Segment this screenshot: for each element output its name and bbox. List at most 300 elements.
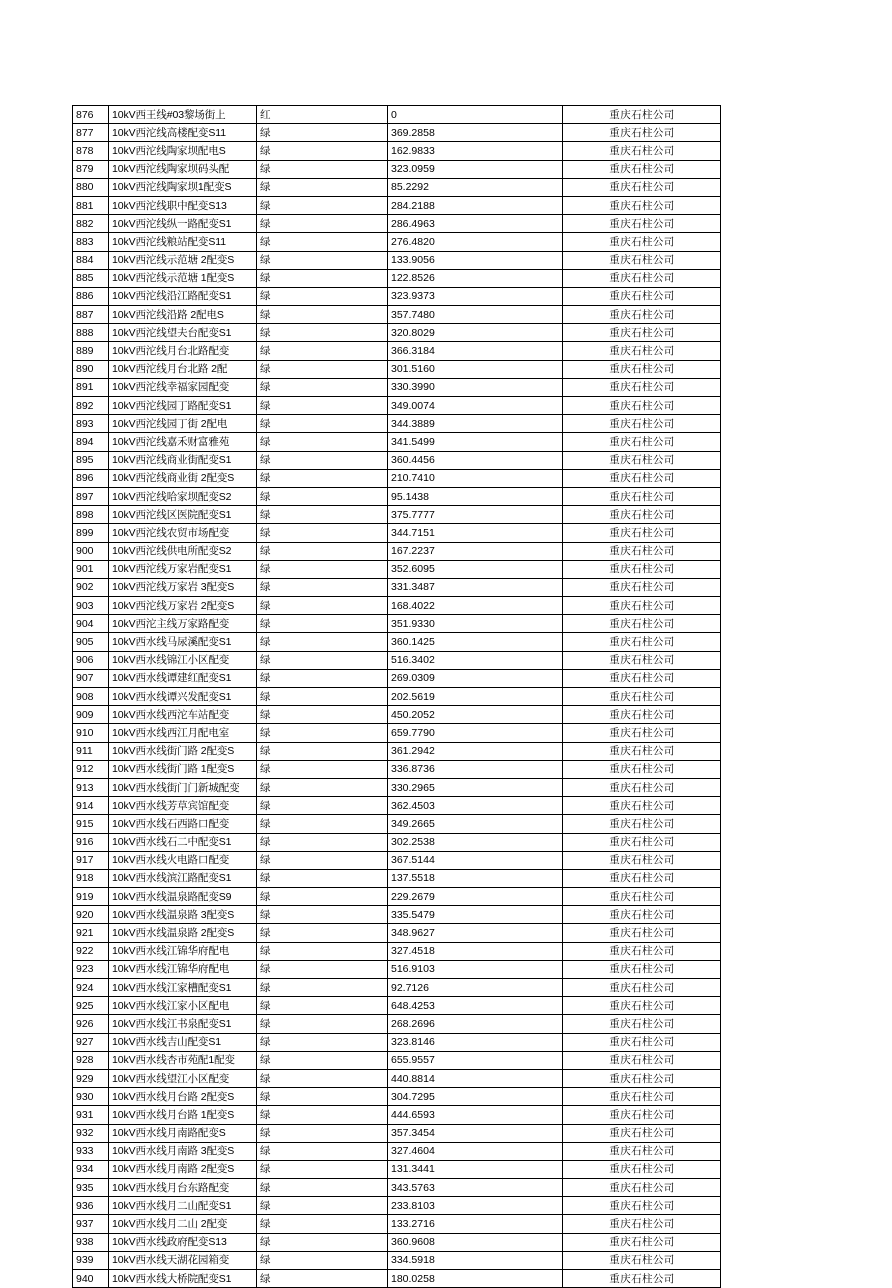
organization: 重庆石柱公司: [563, 360, 721, 378]
organization: 重庆石柱公司: [563, 742, 721, 760]
organization: 重庆石柱公司: [563, 1015, 721, 1033]
row-index: 896: [73, 469, 109, 487]
table-row: [73, 178, 721, 196]
device-name: 10kV西沱线商业街 2配变S: [109, 469, 257, 487]
row-index: 934: [73, 1160, 109, 1178]
organization: 重庆石柱公司: [563, 160, 721, 178]
organization: 重庆石柱公司: [563, 960, 721, 978]
organization: 重庆石柱公司: [563, 287, 721, 305]
table-row: [73, 269, 721, 287]
measurement-value: 357.7480: [388, 306, 563, 324]
device-name: 10kV西水线石二中配变S1: [109, 833, 257, 851]
device-name: 10kV西沱线万家岩 3配变S: [109, 578, 257, 596]
organization: 重庆石柱公司: [563, 451, 721, 469]
table-row: [73, 542, 721, 560]
table-row: [73, 124, 721, 142]
row-index: 900: [73, 542, 109, 560]
device-name: 10kV西水线月南路 3配变S: [109, 1142, 257, 1160]
device-name: 10kV西水线吉山配变S1: [109, 1033, 257, 1051]
table-row: [73, 324, 721, 342]
status-color: 绿: [257, 924, 388, 942]
device-name: 10kV西沱线职中配变S13: [109, 196, 257, 214]
organization: 重庆石柱公司: [563, 1233, 721, 1251]
measurement-value: 276.4820: [388, 233, 563, 251]
measurement-value: 336.8736: [388, 760, 563, 778]
status-color: 绿: [257, 833, 388, 851]
row-index: 926: [73, 1015, 109, 1033]
row-index: 898: [73, 506, 109, 524]
measurement-value: 344.3889: [388, 415, 563, 433]
device-name: 10kV西水线谭兴发配变S1: [109, 688, 257, 706]
row-index: 888: [73, 324, 109, 342]
measurement-value: 133.9056: [388, 251, 563, 269]
measurement-value: 180.0258: [388, 1270, 563, 1288]
measurement-value: 343.5763: [388, 1179, 563, 1197]
measurement-value: 335.5479: [388, 906, 563, 924]
row-index: 904: [73, 615, 109, 633]
table-row: [73, 160, 721, 178]
measurement-value: 229.2679: [388, 888, 563, 906]
table-row: [73, 106, 721, 124]
device-name: 10kV西水线石西路口配变: [109, 815, 257, 833]
measurement-value: 330.3990: [388, 378, 563, 396]
row-index: 902: [73, 578, 109, 596]
measurement-value: 133.2716: [388, 1215, 563, 1233]
device-name: 10kV西水线江书泉配变S1: [109, 1015, 257, 1033]
status-color: 绿: [257, 1051, 388, 1069]
measurement-value: 348.9627: [388, 924, 563, 942]
table-row: [73, 560, 721, 578]
row-index: 891: [73, 378, 109, 396]
device-name: 10kV西水线滨江路配变S1: [109, 869, 257, 887]
organization: 重庆石柱公司: [563, 869, 721, 887]
organization: 重庆石柱公司: [563, 324, 721, 342]
status-color: 绿: [257, 851, 388, 869]
measurement-value: 85.2292: [388, 178, 563, 196]
measurement-value: 92.7126: [388, 979, 563, 997]
measurement-value: 349.0074: [388, 397, 563, 415]
device-name: 10kV西水线江锦华府配电: [109, 960, 257, 978]
status-color: 绿: [257, 1179, 388, 1197]
organization: 重庆石柱公司: [563, 997, 721, 1015]
table-row: [73, 215, 721, 233]
measurement-value: 320.8029: [388, 324, 563, 342]
row-index: 939: [73, 1251, 109, 1269]
table-row: [73, 415, 721, 433]
device-name: 10kV西沱线示范塘 2配变S: [109, 251, 257, 269]
organization: 重庆石柱公司: [563, 706, 721, 724]
device-name: 10kV西水线月台路 1配变S: [109, 1106, 257, 1124]
organization: 重庆石柱公司: [563, 833, 721, 851]
measurement-value: 334.5918: [388, 1251, 563, 1269]
row-index: 885: [73, 269, 109, 287]
table-row: [73, 1197, 721, 1215]
measurement-value: 167.2237: [388, 542, 563, 560]
device-name: 10kV西水线大桥院配变S1: [109, 1270, 257, 1288]
table-row: [73, 1270, 721, 1288]
row-index: 940: [73, 1270, 109, 1288]
row-index: 890: [73, 360, 109, 378]
table-row: [73, 906, 721, 924]
table-row: [73, 1051, 721, 1069]
row-index: 897: [73, 487, 109, 505]
table-row: [73, 688, 721, 706]
row-index: 932: [73, 1124, 109, 1142]
organization: 重庆石柱公司: [563, 888, 721, 906]
measurement-value: 352.6095: [388, 560, 563, 578]
organization: 重庆石柱公司: [563, 815, 721, 833]
row-index: 938: [73, 1233, 109, 1251]
organization: 重庆石柱公司: [563, 1215, 721, 1233]
table-row: [73, 1251, 721, 1269]
measurement-value: 323.9373: [388, 287, 563, 305]
row-index: 936: [73, 1197, 109, 1215]
organization: 重庆石柱公司: [563, 433, 721, 451]
device-name: 10kV西水线西江月配电室: [109, 724, 257, 742]
row-index: 887: [73, 306, 109, 324]
table-row: [73, 487, 721, 505]
row-index: 876: [73, 106, 109, 124]
row-index: 878: [73, 142, 109, 160]
measurement-value: 659.7790: [388, 724, 563, 742]
table-body: [73, 106, 721, 1288]
table-row: [73, 833, 721, 851]
organization: 重庆石柱公司: [563, 233, 721, 251]
table-row: [73, 1015, 721, 1033]
device-name: 10kV西水线江锦华府配电: [109, 942, 257, 960]
status-color: 绿: [257, 906, 388, 924]
measurement-value: 349.2665: [388, 815, 563, 833]
device-name: 10kV西水线月南路配变S: [109, 1124, 257, 1142]
table-row: [73, 815, 721, 833]
organization: 重庆石柱公司: [563, 1142, 721, 1160]
measurement-value: 268.2696: [388, 1015, 563, 1033]
table-row: [73, 851, 721, 869]
status-color: 绿: [257, 706, 388, 724]
table-row: [73, 669, 721, 687]
organization: 重庆石柱公司: [563, 651, 721, 669]
table-row: [73, 1142, 721, 1160]
measurement-value: 0: [388, 106, 563, 124]
organization: 重庆石柱公司: [563, 1033, 721, 1051]
measurement-value: 327.4518: [388, 942, 563, 960]
device-name: 10kV西水线西沱车站配变: [109, 706, 257, 724]
row-index: 882: [73, 215, 109, 233]
row-index: 920: [73, 906, 109, 924]
status-color: 绿: [257, 360, 388, 378]
table-row: [73, 1088, 721, 1106]
measurement-value: 369.2858: [388, 124, 563, 142]
table-row: [73, 433, 721, 451]
measurement-value: 655.9557: [388, 1051, 563, 1069]
row-index: 929: [73, 1069, 109, 1087]
measurement-value: 330.2965: [388, 778, 563, 796]
row-index: 923: [73, 960, 109, 978]
device-name: 10kV西水线月二山 2配变: [109, 1215, 257, 1233]
measurement-value: 286.4963: [388, 215, 563, 233]
table-row: [73, 760, 721, 778]
measurement-value: 361.2942: [388, 742, 563, 760]
status-color: 绿: [257, 1106, 388, 1124]
organization: 重庆石柱公司: [563, 251, 721, 269]
device-name: 10kV西水线街门门新城配变: [109, 778, 257, 796]
organization: 重庆石柱公司: [563, 487, 721, 505]
device-name: 10kV西沱线示范塘 1配变S: [109, 269, 257, 287]
organization: 重庆石柱公司: [563, 906, 721, 924]
device-name: 10kV西水线火电路口配变: [109, 851, 257, 869]
measurement-value: 162.9833: [388, 142, 563, 160]
row-index: 916: [73, 833, 109, 851]
status-color: 绿: [257, 306, 388, 324]
device-name: 10kV西水线月台路 2配变S: [109, 1088, 257, 1106]
row-index: 914: [73, 797, 109, 815]
status-color: 绿: [257, 979, 388, 997]
organization: 重庆石柱公司: [563, 578, 721, 596]
device-name: 10kV西沱线园丁路配变S1: [109, 397, 257, 415]
table-row: [73, 1069, 721, 1087]
status-color: 绿: [257, 542, 388, 560]
organization: 重庆石柱公司: [563, 724, 721, 742]
table-row: [73, 633, 721, 651]
table-row: [73, 942, 721, 960]
row-index: 905: [73, 633, 109, 651]
organization: 重庆石柱公司: [563, 342, 721, 360]
status-color: 绿: [257, 560, 388, 578]
device-name: 10kV西沱线沿路 2配电S: [109, 306, 257, 324]
device-name: 10kV西水线杏市苑配1配变: [109, 1051, 257, 1069]
organization: 重庆石柱公司: [563, 1088, 721, 1106]
table-row: [73, 578, 721, 596]
organization: 重庆石柱公司: [563, 633, 721, 651]
status-color: 绿: [257, 1251, 388, 1269]
table-row: [73, 251, 721, 269]
measurement-value: 122.8526: [388, 269, 563, 287]
measurement-value: 360.1425: [388, 633, 563, 651]
status-color: 绿: [257, 1197, 388, 1215]
measurement-value: 269.0309: [388, 669, 563, 687]
status-color: 绿: [257, 778, 388, 796]
status-color: 绿: [257, 742, 388, 760]
status-color: 绿: [257, 1160, 388, 1178]
row-index: 879: [73, 160, 109, 178]
row-index: 935: [73, 1179, 109, 1197]
measurement-value: 168.4022: [388, 597, 563, 615]
measurement-value: 131.3441: [388, 1160, 563, 1178]
table-row: [73, 524, 721, 542]
device-name: 10kV西沱线商业街配变S1: [109, 451, 257, 469]
device-name: 10kV西沱线月台北路 2配: [109, 360, 257, 378]
device-name: 10kV西沱线望夫台配变S1: [109, 324, 257, 342]
device-name: 10kV西水线月南路 2配变S: [109, 1160, 257, 1178]
status-color: 绿: [257, 1088, 388, 1106]
measurement-value: 210.7410: [388, 469, 563, 487]
organization: 重庆石柱公司: [563, 942, 721, 960]
status-color: 绿: [257, 487, 388, 505]
status-color: 绿: [257, 688, 388, 706]
row-index: 892: [73, 397, 109, 415]
organization: 重庆石柱公司: [563, 615, 721, 633]
row-index: 931: [73, 1106, 109, 1124]
row-index: 903: [73, 597, 109, 615]
table-row: [73, 724, 721, 742]
device-name: 10kV西水线温泉路 3配变S: [109, 906, 257, 924]
status-color: 绿: [257, 342, 388, 360]
device-name: 10kV西沱线月台北路配变: [109, 342, 257, 360]
device-name: 10kV西水线街门路 1配变S: [109, 760, 257, 778]
device-name: 10kV西沱线园丁街 2配电: [109, 415, 257, 433]
device-name: 10kV西沱线农贸市场配变: [109, 524, 257, 542]
device-name: 10kV西水线谭建红配变S1: [109, 669, 257, 687]
table-row: [73, 397, 721, 415]
status-color: 绿: [257, 287, 388, 305]
status-color: 绿: [257, 415, 388, 433]
row-index: 884: [73, 251, 109, 269]
status-color: 绿: [257, 1033, 388, 1051]
table-row: [73, 869, 721, 887]
measurement-value: 357.3454: [388, 1124, 563, 1142]
measurement-value: 360.4456: [388, 451, 563, 469]
organization: 重庆石柱公司: [563, 378, 721, 396]
organization: 重庆石柱公司: [563, 542, 721, 560]
device-name: 10kV西沱线幸福家园配变: [109, 378, 257, 396]
status-color: 绿: [257, 997, 388, 1015]
status-color: 绿: [257, 651, 388, 669]
row-index: 877: [73, 124, 109, 142]
status-color: 绿: [257, 815, 388, 833]
device-name: 10kV西沱线哈家坝配变S2: [109, 487, 257, 505]
status-color: 绿: [257, 142, 388, 160]
status-color: 绿: [257, 960, 388, 978]
table-row: [73, 1124, 721, 1142]
status-color: 绿: [257, 469, 388, 487]
device-name: 10kV西沱线嘉禾财富雅苑: [109, 433, 257, 451]
row-index: 919: [73, 888, 109, 906]
organization: 重庆石柱公司: [563, 851, 721, 869]
organization: 重庆石柱公司: [563, 306, 721, 324]
status-color: 绿: [257, 196, 388, 214]
row-index: 909: [73, 706, 109, 724]
table-row: [73, 651, 721, 669]
row-index: 889: [73, 342, 109, 360]
device-name: 10kV西沱线纵一路配变S1: [109, 215, 257, 233]
organization: 重庆石柱公司: [563, 924, 721, 942]
measurement-value: 304.7295: [388, 1088, 563, 1106]
status-color: 绿: [257, 160, 388, 178]
organization: 重庆石柱公司: [563, 669, 721, 687]
measurement-value: 323.0959: [388, 160, 563, 178]
status-color: 绿: [257, 124, 388, 142]
status-color: 绿: [257, 506, 388, 524]
measurement-value: 362.4503: [388, 797, 563, 815]
row-index: 911: [73, 742, 109, 760]
device-name: 10kV西沱线陶家坝1配变S: [109, 178, 257, 196]
status-color: 绿: [257, 233, 388, 251]
measurement-value: 327.4604: [388, 1142, 563, 1160]
status-color: 绿: [257, 1015, 388, 1033]
data-table: [72, 105, 721, 1288]
status-color: 绿: [257, 451, 388, 469]
measurement-value: 351.9330: [388, 615, 563, 633]
table-row: [73, 706, 721, 724]
device-name: 10kV西水线锦江小区配变: [109, 651, 257, 669]
row-index: 937: [73, 1215, 109, 1233]
device-name: 10kV西水线街门路 2配变S: [109, 742, 257, 760]
table-row: [73, 142, 721, 160]
measurement-value: 302.2538: [388, 833, 563, 851]
organization: 重庆石柱公司: [563, 106, 721, 124]
organization: 重庆石柱公司: [563, 1270, 721, 1288]
status-color: 绿: [257, 724, 388, 742]
device-name: 10kV西水线月台东路配变: [109, 1179, 257, 1197]
row-index: 924: [73, 979, 109, 997]
status-color: 绿: [257, 378, 388, 396]
measurement-value: 323.8146: [388, 1033, 563, 1051]
table-row: [73, 233, 721, 251]
status-color: 绿: [257, 797, 388, 815]
device-name: 10kV西沱线粮站配变S11: [109, 233, 257, 251]
organization: 重庆石柱公司: [563, 524, 721, 542]
device-name: 10kV西水线温泉路配变S9: [109, 888, 257, 906]
organization: 重庆石柱公司: [563, 1051, 721, 1069]
status-color: 绿: [257, 942, 388, 960]
device-name: 10kV西沱线陶家坝码头配: [109, 160, 257, 178]
status-color: 绿: [257, 178, 388, 196]
status-color: 绿: [257, 433, 388, 451]
row-index: 907: [73, 669, 109, 687]
organization: 重庆石柱公司: [563, 415, 721, 433]
organization: 重庆石柱公司: [563, 1160, 721, 1178]
measurement-value: 367.5144: [388, 851, 563, 869]
organization: 重庆石柱公司: [563, 506, 721, 524]
status-color: 绿: [257, 269, 388, 287]
device-name: 10kV西水线政府配变S13: [109, 1233, 257, 1251]
table-row: [73, 469, 721, 487]
status-color: 绿: [257, 669, 388, 687]
row-index: 915: [73, 815, 109, 833]
row-index: 927: [73, 1033, 109, 1051]
organization: 重庆石柱公司: [563, 1069, 721, 1087]
organization: 重庆石柱公司: [563, 142, 721, 160]
table-row: [73, 342, 721, 360]
organization: 重庆石柱公司: [563, 688, 721, 706]
status-color: 绿: [257, 578, 388, 596]
table-row: [73, 888, 721, 906]
row-index: 906: [73, 651, 109, 669]
row-index: 910: [73, 724, 109, 742]
organization: 重庆石柱公司: [563, 979, 721, 997]
organization: 重庆石柱公司: [563, 1106, 721, 1124]
organization: 重庆石柱公司: [563, 124, 721, 142]
table-row: [73, 1179, 721, 1197]
table-row: [73, 306, 721, 324]
organization: 重庆石柱公司: [563, 797, 721, 815]
row-index: 908: [73, 688, 109, 706]
device-name: 10kV西水线月二山配变S1: [109, 1197, 257, 1215]
row-index: 881: [73, 196, 109, 214]
status-color: 绿: [257, 324, 388, 342]
table-row: [73, 924, 721, 942]
status-color: 绿: [257, 1069, 388, 1087]
status-color: 绿: [257, 524, 388, 542]
status-color: 绿: [257, 597, 388, 615]
device-name: 10kV西水线温泉路 2配变S: [109, 924, 257, 942]
table-row: [73, 615, 721, 633]
measurement-value: 440.8814: [388, 1069, 563, 1087]
measurement-value: 360.9608: [388, 1233, 563, 1251]
table-row: [73, 742, 721, 760]
measurement-value: 202.5619: [388, 688, 563, 706]
row-index: 912: [73, 760, 109, 778]
